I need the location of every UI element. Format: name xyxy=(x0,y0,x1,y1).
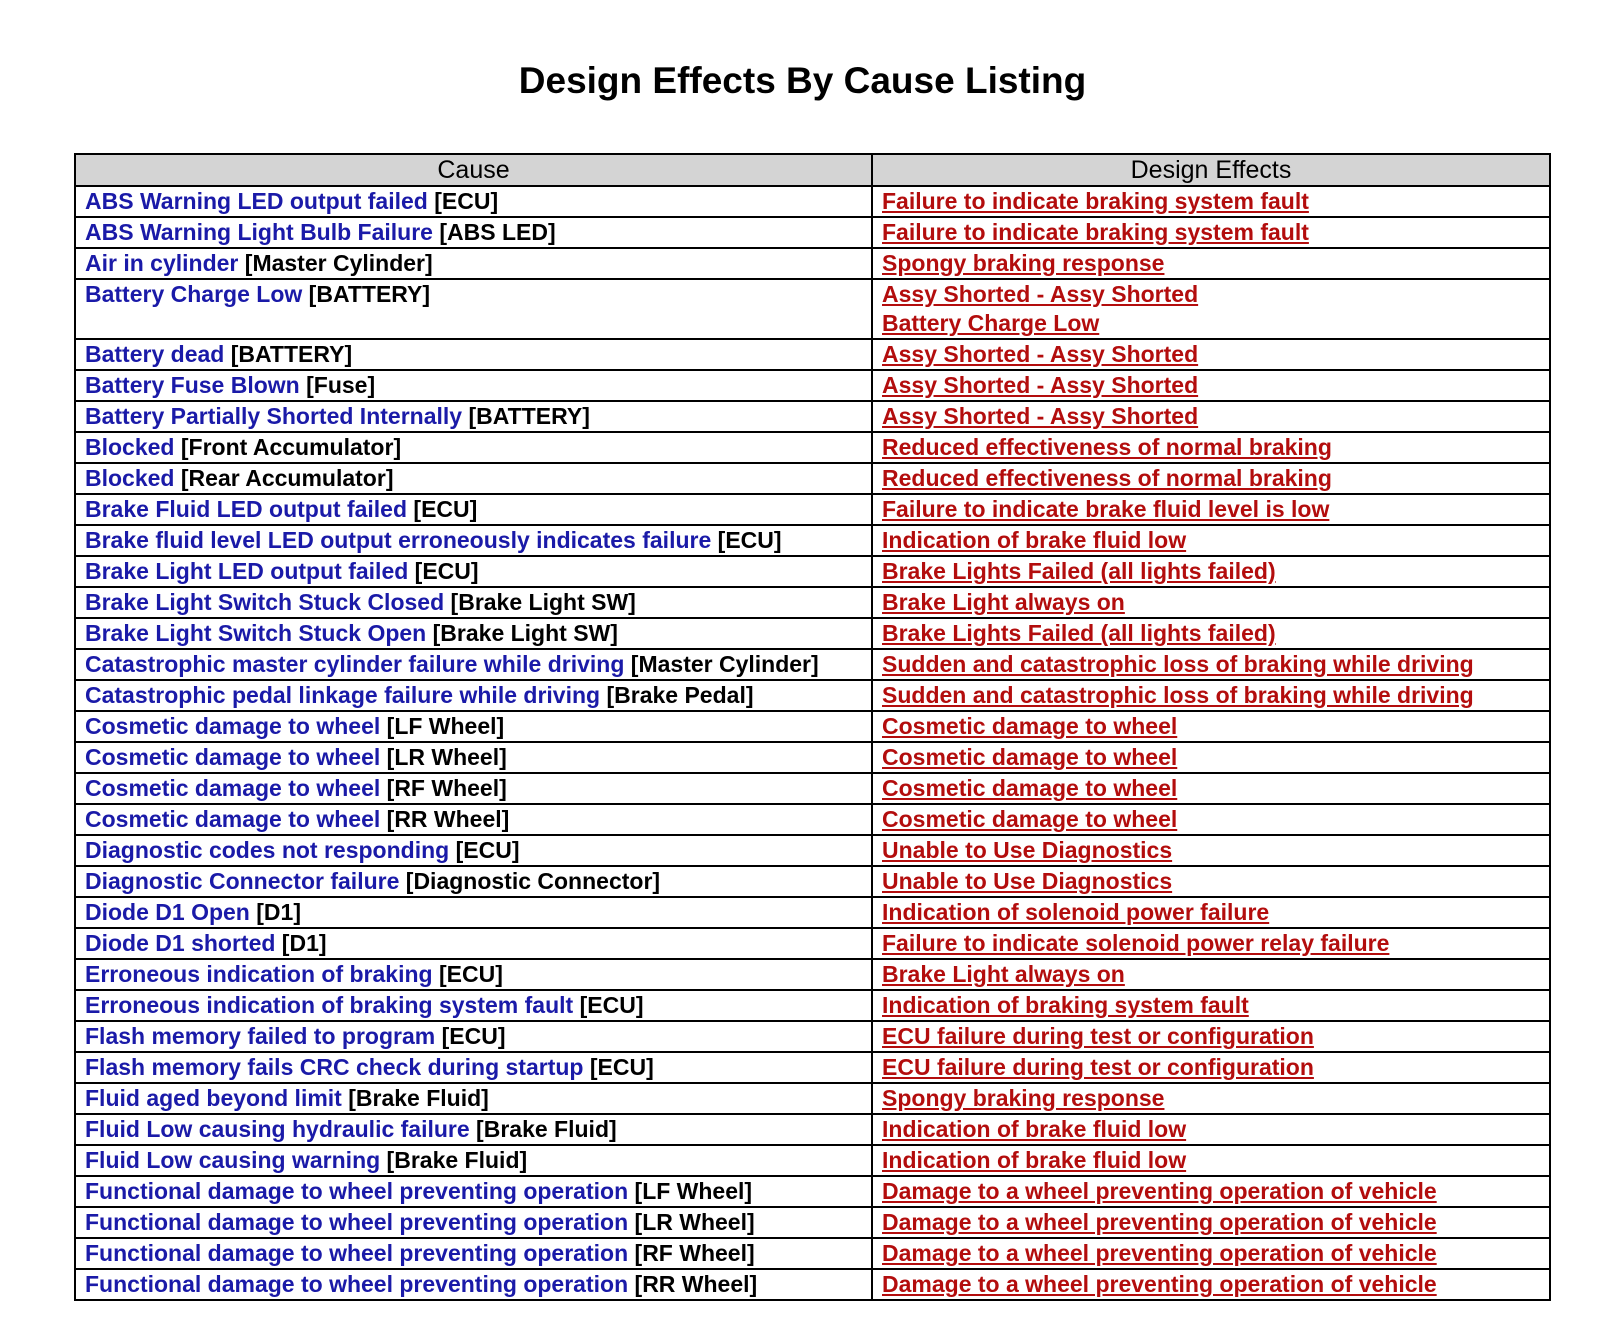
effect-link[interactable]: Assy Shorted - Assy Shorted xyxy=(882,281,1199,307)
table-row xyxy=(75,711,1550,742)
design-effects-cell xyxy=(872,680,1550,711)
component-text: RR Wheel xyxy=(394,806,502,832)
cause-cell: Diagnostic Connector failure [Diagnostic Connector] xyxy=(75,866,872,897)
cause-cell: Functional damage to wheel preventing operation [RF Wheel] xyxy=(75,1238,872,1269)
table-row xyxy=(75,525,1550,556)
cause-text: Fluid aged beyond limit xyxy=(85,1085,342,1111)
cause-text: Erroneous indication of braking xyxy=(85,961,433,987)
effect-link[interactable]: Spongy braking response xyxy=(882,250,1165,276)
cause-cell: Erroneous indication of braking system fault [ECU] xyxy=(75,990,872,1021)
cause-text: ABS Warning LED output failed xyxy=(85,188,428,214)
effect-link[interactable]: Damage to a wheel preventing operation of vehicle xyxy=(882,1209,1437,1235)
effect-link[interactable]: Brake Light always on xyxy=(882,961,1125,987)
component-text: Front Accumulator xyxy=(188,434,394,460)
table-row xyxy=(75,432,1550,463)
design-effects-cell xyxy=(872,1145,1550,1176)
design-effects-cell xyxy=(872,1238,1550,1269)
component-text: ECU xyxy=(422,558,471,584)
design-effects-cell xyxy=(872,1114,1550,1145)
table-row xyxy=(75,556,1550,587)
component-text: Master Cylinder xyxy=(252,250,425,276)
component-text: RF Wheel xyxy=(642,1240,747,1266)
cause-cell: Brake Light LED output failed [ECU] xyxy=(75,556,872,587)
design-effects-cell xyxy=(872,928,1550,959)
cause-text: Catastrophic pedal linkage failure while driving xyxy=(85,682,601,708)
table-row xyxy=(75,928,1550,959)
cause-cell: Functional damage to wheel preventing operation [LR Wheel] xyxy=(75,1207,872,1238)
effect-link[interactable]: Failure to indicate braking system fault xyxy=(882,188,1309,214)
cause-text: Battery Fuse Blown xyxy=(85,372,300,398)
table-row xyxy=(75,959,1550,990)
table-row xyxy=(75,279,1550,339)
design-effects-cell xyxy=(872,463,1550,494)
component-text: D1 xyxy=(263,899,294,925)
effect-link[interactable]: Indication of braking system fault xyxy=(882,992,1249,1018)
component-text: D1 xyxy=(289,930,319,956)
table-row xyxy=(75,401,1550,432)
component-text: ECU xyxy=(446,961,496,987)
design-effects-cell xyxy=(872,217,1550,248)
cause-cell: Catastrophic master cylinder failure while driving [Master Cylinder] xyxy=(75,649,872,680)
effect-link[interactable]: Failure to indicate braking system fault xyxy=(882,219,1309,245)
table-row xyxy=(75,463,1550,494)
effect-link[interactable]: ECU failure during test or configuration xyxy=(882,1023,1314,1049)
component-text: Fuse xyxy=(313,372,368,398)
cause-cell: Battery dead [BATTERY] xyxy=(75,339,872,370)
cause-cell: Brake fluid level LED output erroneously indicates failure [ECU] xyxy=(75,525,872,556)
effect-link[interactable]: Indication of brake fluid low xyxy=(882,527,1187,553)
table-row xyxy=(75,897,1550,928)
component-text: Rear Accumulator xyxy=(188,465,386,491)
table-header-row xyxy=(75,154,1550,186)
design-effects-cell xyxy=(872,432,1550,463)
effect-link[interactable]: Reduced effectiveness of normal braking xyxy=(882,465,1332,491)
cause-text: Blocked xyxy=(85,465,175,491)
effect-link[interactable]: Battery Charge Low xyxy=(882,310,1100,336)
cause-text: Air in cylinder xyxy=(85,250,239,276)
table-row xyxy=(75,370,1550,401)
component-text: Brake Light SW xyxy=(458,589,629,615)
component-text: LF Wheel xyxy=(642,1178,745,1204)
table-row xyxy=(75,680,1550,711)
design-effects-cell xyxy=(872,1269,1550,1300)
cause-text: Fluid Low causing warning xyxy=(85,1147,381,1173)
cause-cell: Cosmetic damage to wheel [LR Wheel] xyxy=(75,742,872,773)
design-effects-cell xyxy=(872,370,1550,401)
component-text: ECU xyxy=(597,1054,647,1080)
design-effects-cell xyxy=(872,1052,1550,1083)
table-row xyxy=(75,1145,1550,1176)
cause-text: Cosmetic damage to wheel xyxy=(85,744,381,770)
table-row xyxy=(75,1083,1550,1114)
design-effects-cell xyxy=(872,618,1550,649)
effect-link[interactable]: Unable to Use Diagnostics xyxy=(882,868,1173,894)
page-title: Design Effects By Cause Listing xyxy=(518,60,1087,101)
effect-link[interactable]: Assy Shorted - Assy Shorted xyxy=(882,403,1199,429)
design-effects-cell xyxy=(872,494,1550,525)
design-effects-cell xyxy=(872,897,1550,928)
component-text: ECU xyxy=(449,1023,498,1049)
table-row xyxy=(75,773,1550,804)
effect-link[interactable]: Reduced effectiveness of normal braking xyxy=(882,434,1332,460)
table-row xyxy=(75,1052,1550,1083)
component-text: Brake Fluid xyxy=(394,1147,520,1173)
cause-cell: Battery Partially Shorted Internally [BATTERY] xyxy=(75,401,872,432)
cause-text: Battery Partially Shorted Internally xyxy=(85,403,463,429)
design-effects-cell xyxy=(872,186,1550,217)
cause-text: Cosmetic damage to wheel xyxy=(85,713,381,739)
design-effects-cell xyxy=(872,804,1550,835)
design-effects-cell xyxy=(872,556,1550,587)
table-row xyxy=(75,1207,1550,1238)
cause-cell: Diode D1 shorted [D1] xyxy=(75,928,872,959)
cause-text: Functional damage to wheel preventing operation xyxy=(85,1178,629,1204)
effect-link[interactable]: Cosmetic damage to wheel xyxy=(882,744,1178,770)
cause-cell: Cosmetic damage to wheel [RR Wheel] xyxy=(75,804,872,835)
cause-text: Flash memory fails CRC check during startup xyxy=(85,1054,584,1080)
cause-text: Flash memory failed to program xyxy=(85,1023,436,1049)
effect-link[interactable]: Failure to indicate solenoid power relay failure xyxy=(882,930,1390,956)
design-effects-cell xyxy=(872,959,1550,990)
design-effects-cell xyxy=(872,1176,1550,1207)
design-effects-cell xyxy=(872,587,1550,618)
cause-text: Functional damage to wheel preventing operation xyxy=(85,1209,629,1235)
cause-text: Diagnostic codes not responding xyxy=(85,837,450,863)
cause-text: Diode D1 Open xyxy=(85,899,250,925)
component-text: BATTERY xyxy=(476,403,583,429)
effect-link[interactable]: Brake Lights Failed (all lights failed) xyxy=(882,558,1276,584)
component-text: Diagnostic Connector xyxy=(413,868,653,894)
design-effects-cell xyxy=(872,525,1550,556)
effect-link[interactable]: Cosmetic damage to wheel xyxy=(882,806,1178,832)
component-text: ECU xyxy=(441,188,491,214)
cause-cell: Battery Charge Low [BATTERY] xyxy=(75,279,872,339)
component-text: RF Wheel xyxy=(394,775,500,801)
cause-text: Diagnostic Connector failure xyxy=(85,868,400,894)
component-text: BATTERY xyxy=(238,341,345,367)
cause-text: Brake fluid level LED output erroneously indicates failure xyxy=(85,527,712,553)
table-row xyxy=(75,1269,1550,1300)
cause-cell: Functional damage to wheel preventing operation [RR Wheel] xyxy=(75,1269,872,1300)
effect-link[interactable]: Indication of solenoid power failure xyxy=(882,899,1270,925)
design-effects-cell xyxy=(872,1083,1550,1114)
cause-cell: Fluid Low causing hydraulic failure [Brake Fluid] xyxy=(75,1114,872,1145)
cause-column-header: Cause xyxy=(75,154,872,186)
component-text: Master Cylinder xyxy=(638,651,812,677)
cause-text: Fluid Low causing hydraulic failure xyxy=(85,1116,470,1142)
design-effects-cell xyxy=(872,742,1550,773)
cause-cell: Cosmetic damage to wheel [RF Wheel] xyxy=(75,773,872,804)
cause-cell: Fluid aged beyond limit [Brake Fluid] xyxy=(75,1083,872,1114)
effect-link[interactable]: Damage to a wheel preventing operation of vehicle xyxy=(882,1271,1437,1297)
effect-link[interactable]: Sudden and catastrophic loss of braking while driving xyxy=(882,682,1474,708)
effect-link[interactable]: Damage to a wheel preventing operation of vehicle xyxy=(882,1178,1437,1204)
effect-link[interactable]: Brake Lights Failed (all lights failed) xyxy=(882,620,1276,646)
effect-link[interactable]: Indication of brake fluid low xyxy=(882,1116,1187,1142)
design-effects-cell xyxy=(872,248,1550,279)
cause-text: Brake Light Switch Stuck Open xyxy=(85,620,427,646)
cause-cell: Cosmetic damage to wheel [LF Wheel] xyxy=(75,711,872,742)
effect-link[interactable]: Sudden and catastrophic loss of braking while driving xyxy=(882,651,1474,677)
component-text: Brake Fluid xyxy=(355,1085,482,1111)
cause-text: Functional damage to wheel preventing operation xyxy=(85,1271,629,1297)
effect-link[interactable]: Spongy braking response xyxy=(882,1085,1165,1111)
table-row xyxy=(75,339,1550,370)
component-text: LR Wheel xyxy=(642,1209,747,1235)
table-row xyxy=(75,186,1550,217)
table-row xyxy=(75,1021,1550,1052)
effect-link[interactable]: Cosmetic damage to wheel xyxy=(882,713,1178,739)
table-row xyxy=(75,1176,1550,1207)
cause-text: Battery Charge Low xyxy=(85,281,303,307)
table-row xyxy=(75,866,1550,897)
cause-text: Catastrophic master cylinder failure while driving xyxy=(85,651,625,677)
cause-cell: Air in cylinder [Master Cylinder] xyxy=(75,248,872,279)
component-text: ECU xyxy=(421,496,470,522)
component-text: LF Wheel xyxy=(394,713,497,739)
table-row xyxy=(75,587,1550,618)
effect-link[interactable]: Failure to indicate brake fluid level is low xyxy=(882,496,1330,522)
component-text: ABS LED xyxy=(447,219,548,245)
cause-text: Cosmetic damage to wheel xyxy=(85,806,381,832)
component-text: ECU xyxy=(587,992,636,1018)
cause-cell: Catastrophic pedal linkage failure while driving [Brake Pedal] xyxy=(75,680,872,711)
cause-cell: Erroneous indication of braking [ECU] xyxy=(75,959,872,990)
component-text: BATTERY xyxy=(316,281,423,307)
effect-link[interactable]: Damage to a wheel preventing operation of vehicle xyxy=(882,1240,1437,1266)
effect-link[interactable]: Indication of brake fluid low xyxy=(882,1147,1187,1173)
effect-link[interactable]: Assy Shorted - Assy Shorted xyxy=(882,341,1199,367)
cause-cell: Brake Light Switch Stuck Open [Brake Light SW] xyxy=(75,618,872,649)
table-row xyxy=(75,618,1550,649)
cause-effects-table xyxy=(74,153,1551,1301)
cause-cell: Flash memory fails CRC check during startup [ECU] xyxy=(75,1052,872,1083)
cause-cell: Flash memory failed to program [ECU] xyxy=(75,1021,872,1052)
cause-cell: Brake Light Switch Stuck Closed [Brake Light SW] xyxy=(75,587,872,618)
cause-cell: Fluid Low causing warning [Brake Fluid] xyxy=(75,1145,872,1176)
cause-cell: Brake Fluid LED output failed [ECU] xyxy=(75,494,872,525)
table-row xyxy=(75,1238,1550,1269)
cause-text: Diode D1 shorted xyxy=(85,930,276,956)
design-effects-cell xyxy=(872,866,1550,897)
cause-text: Brake Fluid LED output failed xyxy=(85,496,408,522)
component-text: LR Wheel xyxy=(394,744,500,770)
component-text: RR Wheel xyxy=(642,1271,750,1297)
table-row xyxy=(75,742,1550,773)
cause-cell: Blocked [Rear Accumulator] xyxy=(75,463,872,494)
cause-text: Blocked xyxy=(85,434,175,460)
cause-text: Functional damage to wheel preventing operation xyxy=(85,1240,629,1266)
cause-cell: ABS Warning Light Bulb Failure [ABS LED] xyxy=(75,217,872,248)
cause-cell: Diode D1 Open [D1] xyxy=(75,897,872,928)
table-row xyxy=(75,990,1550,1021)
effect-link[interactable]: Assy Shorted - Assy Shorted xyxy=(882,372,1199,398)
design-effects-cell xyxy=(872,990,1550,1021)
cause-text: Battery dead xyxy=(85,341,225,367)
cause-cell: Diagnostic codes not responding [ECU] xyxy=(75,835,872,866)
cause-cell: ABS Warning LED output failed [ECU] xyxy=(75,186,872,217)
component-text: Brake Fluid xyxy=(483,1116,609,1142)
component-text: ECU xyxy=(725,527,774,553)
design-effects-cell xyxy=(872,835,1550,866)
table-row xyxy=(75,248,1550,279)
cause-cell: Blocked [Front Accumulator] xyxy=(75,432,872,463)
table-row xyxy=(75,494,1550,525)
cause-text: Erroneous indication of braking system fault xyxy=(85,992,574,1018)
cause-cell: Battery Fuse Blown [Fuse] xyxy=(75,370,872,401)
cause-text: Cosmetic damage to wheel xyxy=(85,775,381,801)
table-row xyxy=(75,649,1550,680)
table-row xyxy=(75,835,1550,866)
design-effects-cell xyxy=(872,1021,1550,1052)
design-effects-cell xyxy=(872,773,1550,804)
cause-text: Brake Light Switch Stuck Closed xyxy=(85,589,445,615)
component-text: Brake Pedal xyxy=(614,682,746,708)
effect-link[interactable]: Brake Light always on xyxy=(882,589,1125,615)
component-text: ECU xyxy=(463,837,512,863)
design-effects-cell xyxy=(872,401,1550,432)
design-effects-cell xyxy=(872,711,1550,742)
effect-link[interactable]: Unable to Use Diagnostics xyxy=(882,837,1173,863)
design-effects-cell xyxy=(872,649,1550,680)
effect-link[interactable]: Cosmetic damage to wheel xyxy=(882,775,1178,801)
design-effects-cell xyxy=(872,279,1550,339)
table-row xyxy=(75,217,1550,248)
table-row xyxy=(75,1114,1550,1145)
cause-text: ABS Warning Light Bulb Failure xyxy=(85,219,433,245)
cause-cell: Functional damage to wheel preventing operation [LF Wheel] xyxy=(75,1176,872,1207)
design-effects-column-header: Design Effects xyxy=(872,154,1550,186)
table-row xyxy=(75,804,1550,835)
effect-link[interactable]: ECU failure during test or configuration xyxy=(882,1054,1314,1080)
component-text: Brake Light SW xyxy=(440,620,611,646)
design-effects-cell xyxy=(872,1207,1550,1238)
design-effects-cell xyxy=(872,339,1550,370)
cause-text: Brake Light LED output failed xyxy=(85,558,409,584)
